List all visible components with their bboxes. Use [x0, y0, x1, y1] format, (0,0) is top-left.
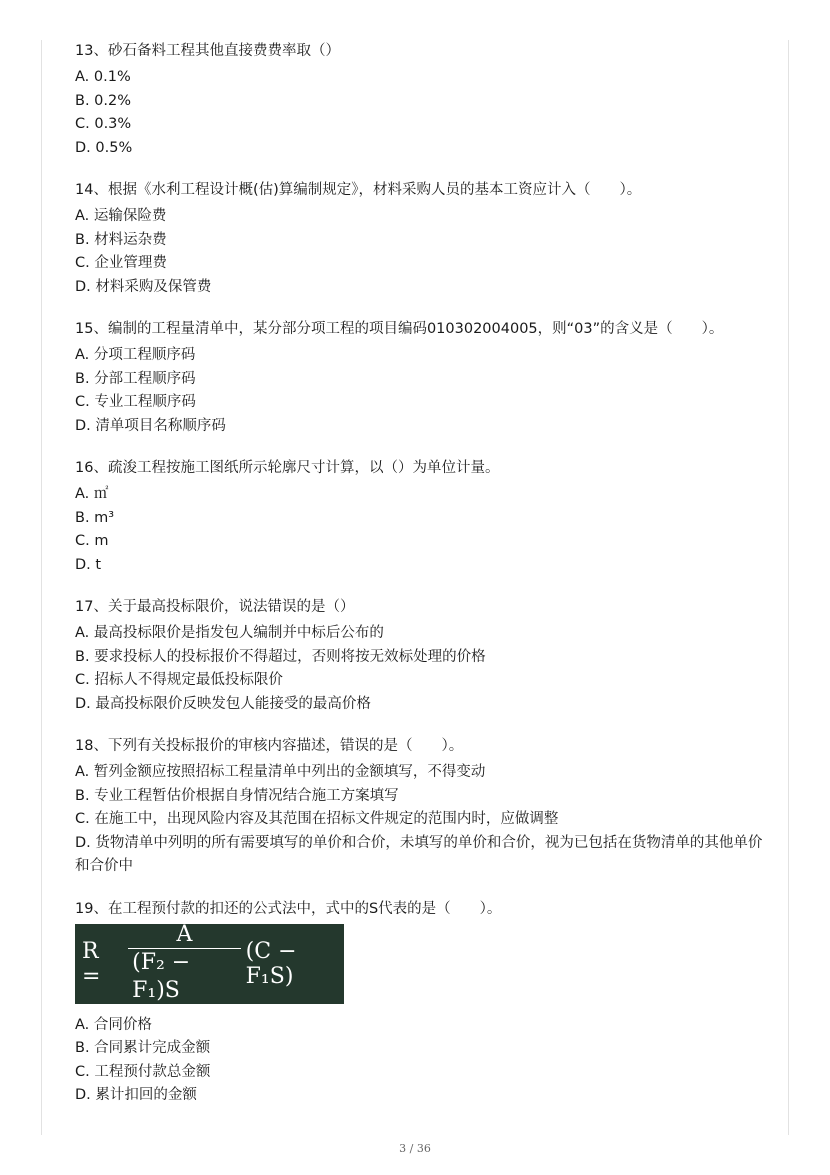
- page-left-edge: [41, 40, 42, 1135]
- formula-denominator: (F₂ − F₁)S: [132, 950, 191, 1003]
- formula-numerator: A: [176, 922, 193, 947]
- formula-fraction: [128, 922, 241, 1005]
- option-a: A. ㎡: [75, 486, 109, 502]
- question-13: [75, 40, 765, 160]
- option-a: A. 合同价格: [75, 1016, 152, 1033]
- option-b: B. m³: [75, 509, 115, 526]
- option-c: C. 企业管理费: [75, 255, 167, 271]
- question-stem: 19、在工程预付款的扣还的公式法中，式中的S代表的是（ ）。: [75, 900, 502, 917]
- formula-tail: (C − F₁S): [245, 938, 297, 989]
- option-c: C. 招标人不得规定最低投标限价: [75, 672, 283, 688]
- option-a: A. 分项工程顺序码: [75, 347, 196, 363]
- option-a: A. 运输保险费: [75, 208, 167, 224]
- option-d: D. 材料采购及保管费: [75, 278, 212, 295]
- option-d: D. 0.5%: [75, 139, 133, 156]
- option-b: B. 材料运杂费: [75, 231, 167, 248]
- option-c: C. 在施工中，出现风险内容及其范围在招标文件规定的范围内时，应做调整: [75, 811, 559, 827]
- option-d: D. 累计扣回的金额: [75, 1087, 197, 1103]
- option-d: D. 清单项目名称顺序码: [75, 417, 226, 434]
- option-c: C. 0.3%: [75, 116, 132, 132]
- option-b: B. 合同累计完成金额: [75, 1040, 211, 1056]
- page-number: 3 / 36: [399, 1142, 431, 1155]
- option-d: D. t: [75, 556, 102, 573]
- formula-lhs: R =: [82, 938, 101, 989]
- option-a: A. 0.1%: [75, 69, 131, 85]
- option-b: B. 要求投标人的投标报价不得超过，否则将按无效标处理的价格: [75, 648, 486, 665]
- option-a: A. 暂列金额应按照招标工程量清单中列出的金额填写，不得变动: [75, 764, 486, 780]
- option-c: C. 工程预付款总金额: [75, 1063, 211, 1080]
- option-c: C. m: [75, 533, 109, 549]
- option-d: D. 最高投标限价反映发包人能接受的最高价格: [75, 695, 371, 712]
- question-17: [75, 596, 765, 716]
- question-19: [75, 898, 765, 1108]
- document-body: [75, 40, 765, 1127]
- question-stem: 16、疏浚工程按施工图纸所示轮廓尺寸计算，以（）为单位计量。: [75, 460, 500, 476]
- question-stem: 18、下列有关投标报价的审核内容描述，错误的是（ ）。: [75, 738, 464, 754]
- option-d: D. 货物清单中列明的所有需要填写的单价和合价，未填写的单价和合价，视为已包括在货物清单的其他单价和合价中: [75, 834, 763, 874]
- option-a: A. 最高投标限价是指发包人编制并中标后公布的: [75, 625, 384, 641]
- question-stem: 17、关于最高投标限价，说法错误的是（）: [75, 599, 355, 615]
- option-b: B. 分部工程顺序码: [75, 370, 196, 387]
- page-right-edge: [788, 40, 789, 1135]
- question-16: [75, 457, 765, 577]
- option-c: C. 专业工程顺序码: [75, 394, 196, 410]
- question-15: [75, 318, 765, 438]
- question-18: [75, 735, 765, 879]
- option-b: B. 0.2%: [75, 92, 132, 109]
- question-stem: 13、砂石备料工程其他直接费费率取（）: [75, 43, 340, 59]
- question-stem: 14、根据《水利工程设计概(估)算编制规定》，材料采购人员的基本工资应计入（ ）。: [75, 182, 642, 198]
- option-b: B. 专业工程暂估价根据自身情况结合施工方案填写: [75, 787, 399, 804]
- formula-image: [75, 924, 344, 1004]
- question-14: [75, 179, 765, 299]
- question-stem: 15、编制的工程量清单中，某分部分项工程的项目编码010302004005，则“03”的含义是（ ）。: [75, 321, 724, 337]
